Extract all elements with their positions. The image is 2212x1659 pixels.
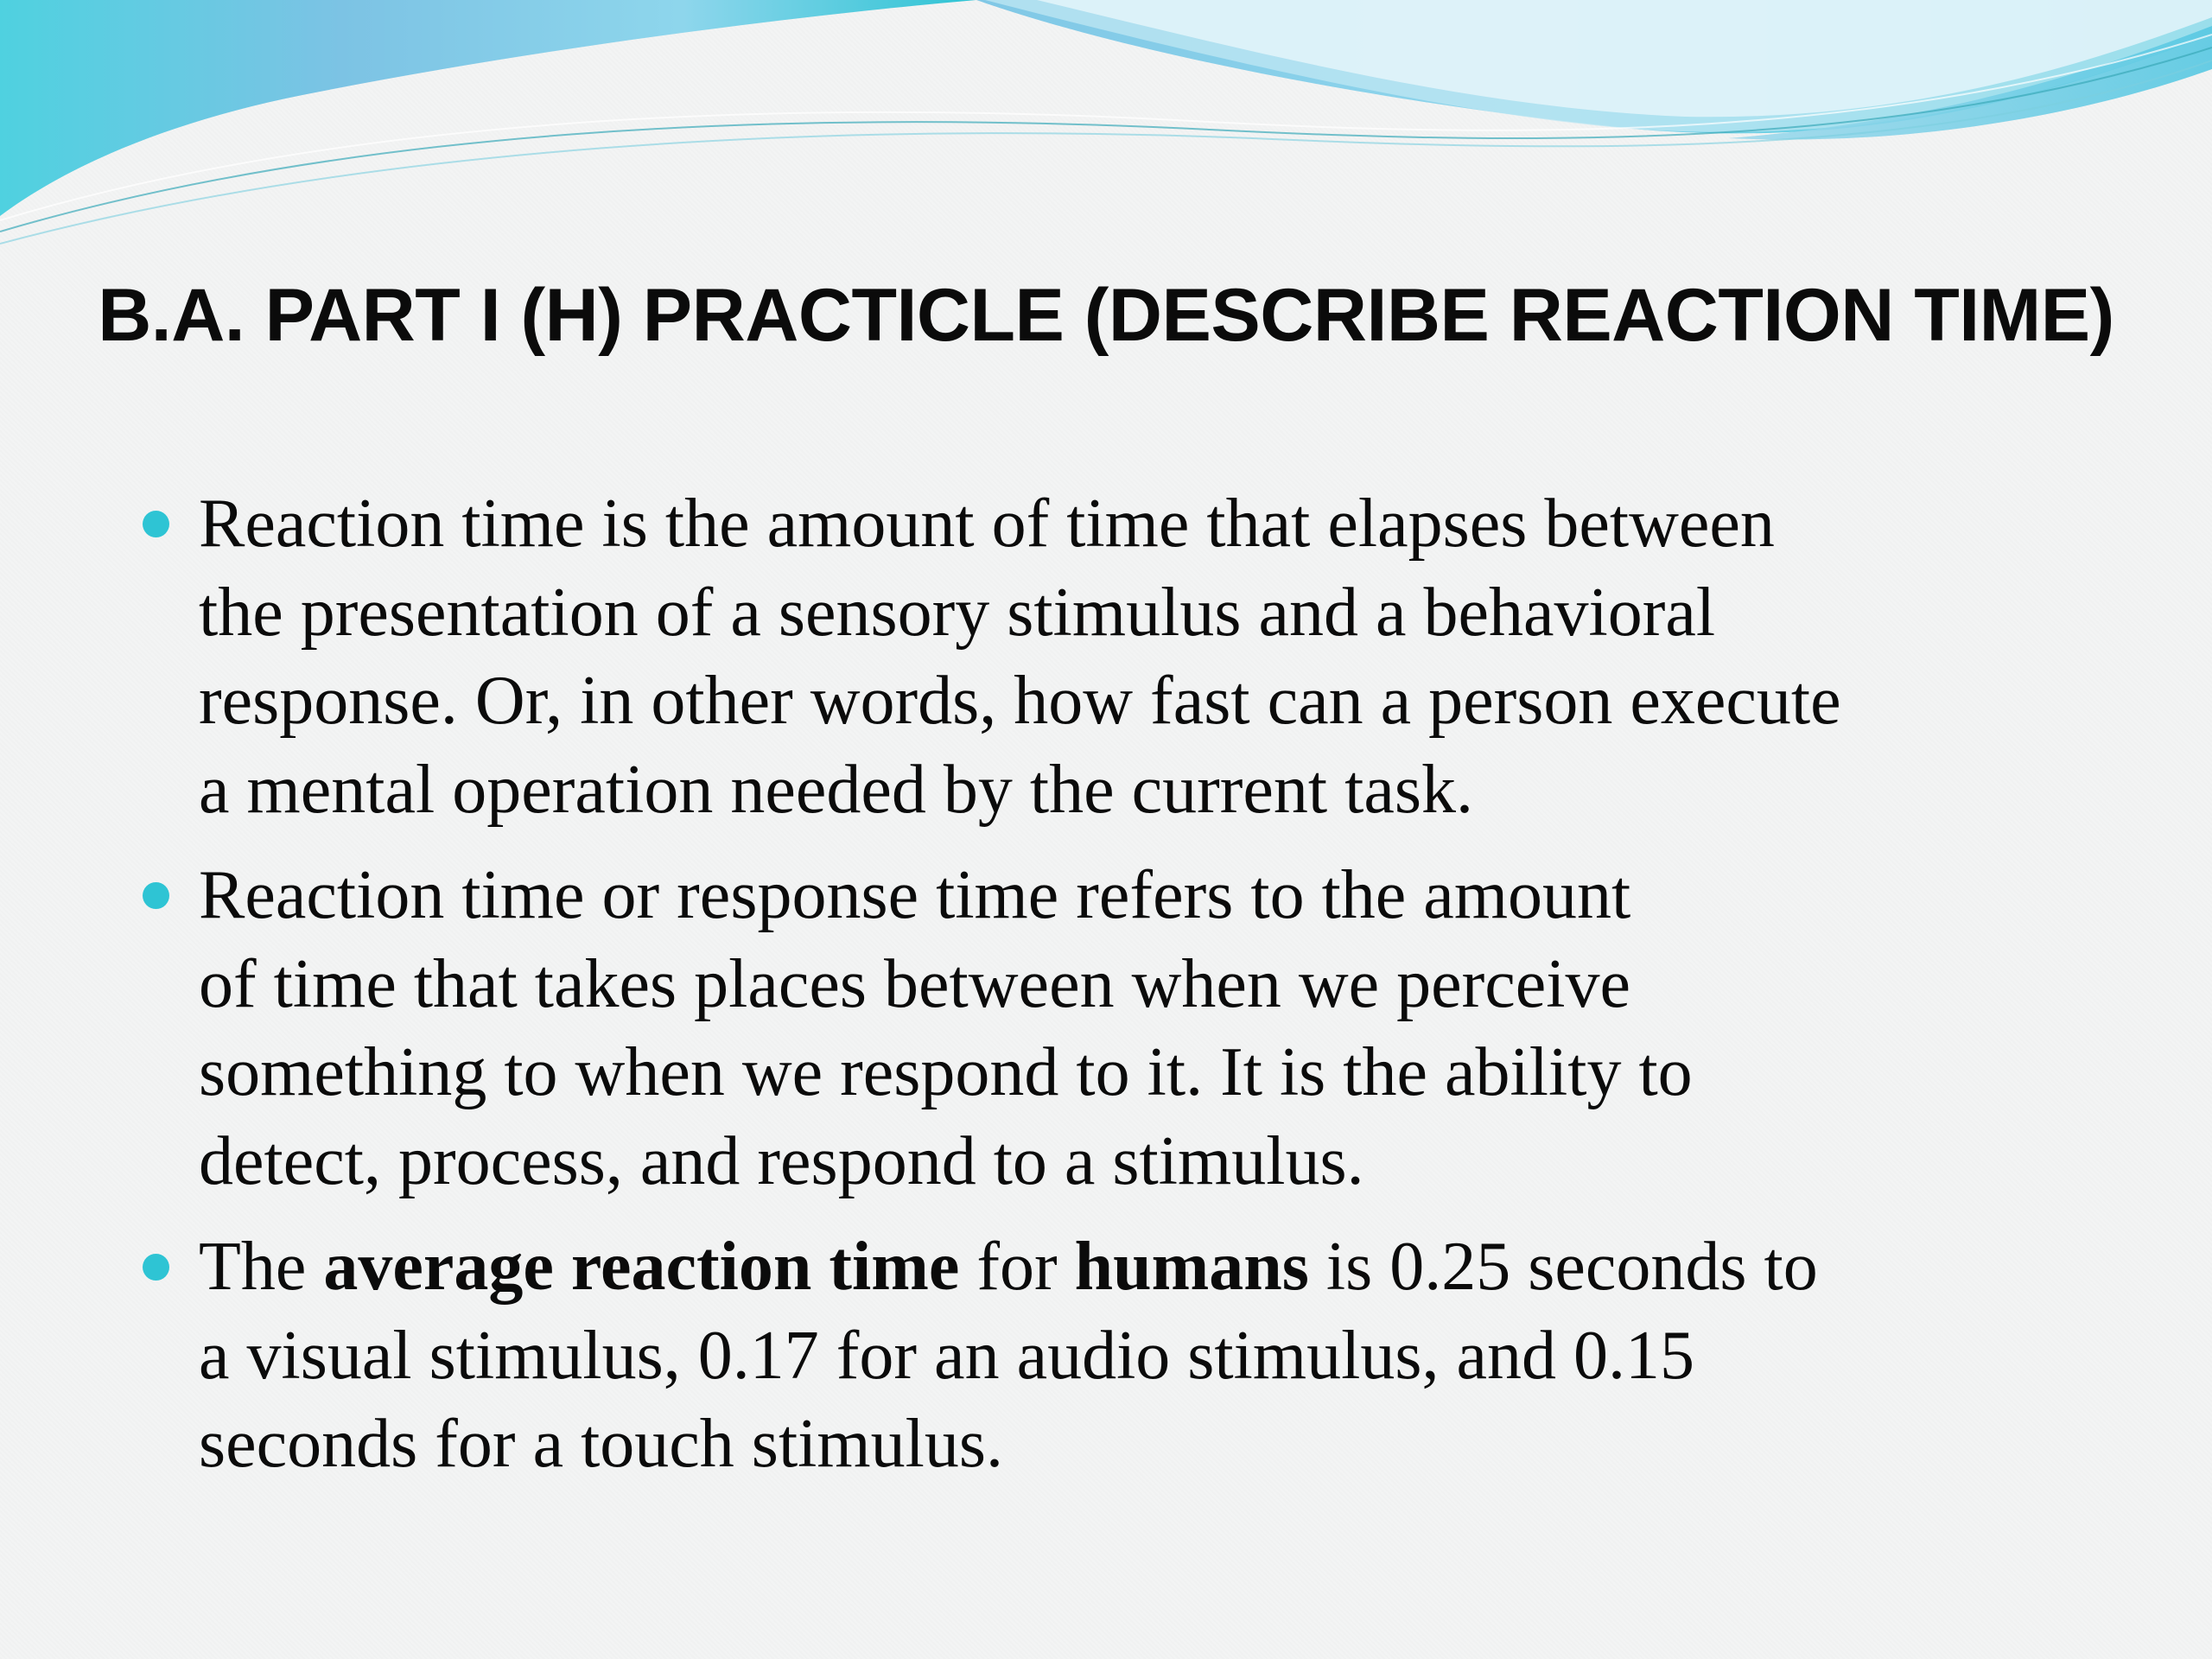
bullet-3-text-part3: is 0.25 seconds to bbox=[1308, 1229, 1818, 1305]
bullet-1-line-3: response. Or, in other words, how fast can a person execute bbox=[199, 663, 1841, 739]
bullet-3-line-2: a visual stimulus, 0.17 for an audio stimulus, and 0.15 bbox=[199, 1317, 1694, 1394]
bullet-1-line-2: the presentation of a sensory stimulus and a behavioral bbox=[199, 574, 1716, 651]
bullet-3-text-part2: for bbox=[959, 1229, 1075, 1305]
bullet-item-1 bbox=[134, 480, 2121, 834]
bullet-3-line-3: seconds for a touch stimulus. bbox=[199, 1406, 1003, 1482]
bullet-1-line-4: a mental operation needed by the current task. bbox=[199, 751, 1473, 828]
bullet-3-text-part1: The bbox=[199, 1229, 324, 1305]
bullet-list bbox=[134, 480, 2121, 1506]
bullet-dot-icon bbox=[143, 882, 169, 909]
bullet-dot-icon bbox=[143, 511, 169, 537]
bullet-3-line-1 bbox=[199, 1223, 2121, 1312]
bullet-2-line-1: Reaction time or response time refers to the amount bbox=[199, 857, 1631, 933]
bullet-2-line-3: something to when we respond to it. It is the ability to bbox=[199, 1034, 1693, 1110]
bullet-3-bold-average-reaction-time: average reaction time bbox=[323, 1229, 960, 1305]
bullet-item-3 bbox=[134, 1223, 2121, 1489]
bullet-2-line-2: of time that takes places between when we perceive bbox=[199, 945, 1631, 1022]
header-wave-decoration bbox=[0, 0, 2212, 259]
bullet-1-line-1: Reaction time is the amount of time that elapses between bbox=[199, 486, 1775, 562]
bullet-dot-icon bbox=[143, 1254, 169, 1281]
bullet-3-bold-humans: humans bbox=[1074, 1229, 1309, 1305]
slide-title: B.A. PART I (H) PRACTICLE (DESCRIBE REACTION TIME) bbox=[98, 274, 2114, 357]
bullet-item-2 bbox=[134, 851, 2121, 1205]
bullet-2-line-4: detect, process, and respond to a stimulus. bbox=[199, 1122, 1364, 1199]
